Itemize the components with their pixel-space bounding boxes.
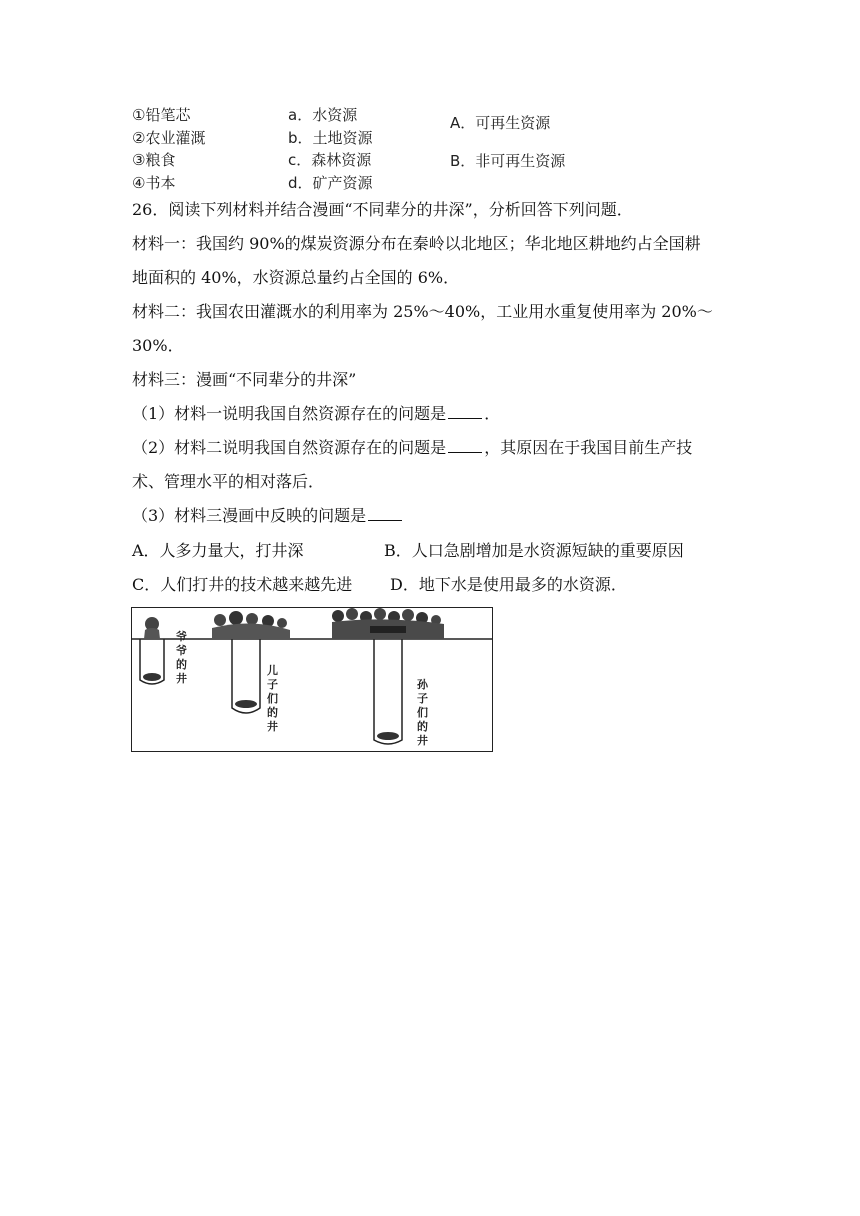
well-depth-cartoon xyxy=(131,607,493,752)
grandsons-figures xyxy=(332,608,444,639)
sub-question-3: （3）材料三漫画中反映的问题是 xyxy=(132,499,732,533)
item-2: ②农业灌溉 xyxy=(132,128,206,147)
renewable-label: A．可再生资源 xyxy=(450,114,551,132)
nonrenewable-label: B．非可再生资源 xyxy=(450,152,566,170)
material-1-line-2: 地面积的 40%，水资源总量约占全国的 6%． xyxy=(132,268,460,287)
question-title: 26．阅读下列材料并结合漫画“不同辈分的井深”，分析回答下列问题． xyxy=(132,200,633,219)
resource-c: c．森林资源 xyxy=(288,151,372,169)
item-1: ①铅笔芯 xyxy=(132,106,191,124)
sons-well xyxy=(232,639,260,713)
item-3: ③粮食 xyxy=(132,151,176,169)
options-row-1 xyxy=(132,534,732,568)
resource-b: b．土地资源 xyxy=(288,128,373,147)
grandpa-well xyxy=(140,639,164,684)
option-c[interactable]: C．人们打井的技术越来越先进 xyxy=(132,575,353,594)
answer-options xyxy=(132,534,732,602)
options-row-2 xyxy=(132,568,732,602)
material-2-line-2: 30%． xyxy=(132,336,184,355)
answer-blank-1[interactable] xyxy=(448,400,482,419)
matching-table xyxy=(132,104,572,194)
material-1-line-1: 材料一：我国约 90%的煤炭资源分布在秦岭以北地区；华北地区耕地约占全国耕 xyxy=(132,234,701,253)
resource-d: d．矿产资源 xyxy=(288,173,373,192)
answer-blank-2[interactable] xyxy=(448,434,482,453)
sons-well-label: 儿子们的井 xyxy=(267,664,278,733)
material-3: 材料三：漫画“不同辈分的井深” xyxy=(132,370,357,389)
sub-question-1: （1）材料一说明我国自然资源存在的问题是 ． xyxy=(132,397,732,431)
answer-blank-3[interactable] xyxy=(368,502,402,521)
grandsons-well-label: 孙子们的井 xyxy=(417,678,428,747)
resource-a: a．水资源 xyxy=(288,106,358,124)
option-a[interactable]: A．人多力量大，打井深 xyxy=(132,541,304,560)
option-d[interactable]: D．地下水是使用最多的水资源． xyxy=(390,575,627,594)
item-4: ④书本 xyxy=(132,173,176,192)
option-b[interactable]: B．人口急剧增加是水资源短缺的重要原因 xyxy=(384,541,684,560)
resource-types-column xyxy=(288,104,373,194)
grandsons-well xyxy=(374,639,402,744)
sub-question-2-line-2: 术、管理水平的相对落后． xyxy=(132,472,325,491)
sub-question-2: （2）材料二说明我国自然资源存在的问题是 ，其原因在于我国目前生产技 xyxy=(132,431,732,465)
grandpa-figure xyxy=(144,617,160,639)
grandpa-well-label: 爷爷的井 xyxy=(176,630,187,685)
question-26 xyxy=(132,193,732,533)
material-2-line-1: 材料二：我国农田灌溉水的利用率为 25%～40%，工业用水重复使用率为 20%～ xyxy=(132,302,713,321)
items-column xyxy=(132,104,205,194)
sons-figures xyxy=(212,611,290,639)
